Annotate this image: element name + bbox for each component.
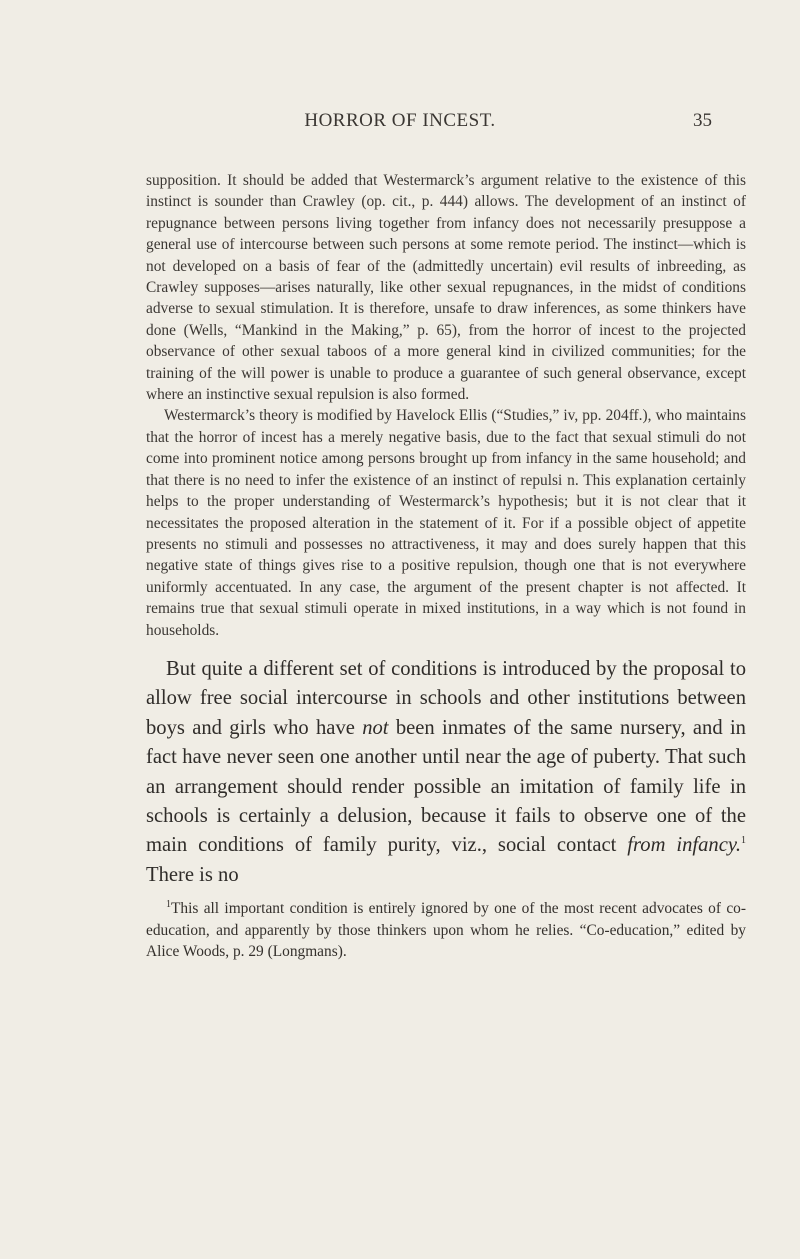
footnote-reference: 1 — [741, 835, 746, 847]
running-title: HORROR OF INCEST. — [304, 110, 496, 131]
paragraph-1: supposition. It should be added that Westermarck’s argument relative to the existence of this instinct is sounder than Crawley (op. cit., p. 444) allows. The development of an instinct of repugnance between persons living together from infancy does not necessarily presuppose a general use of intercourse between such persons at some remote period. The instinct—which is not developed on a basis of fear of the (admittedly uncertain) evil results of inbreeding, as Crawley supposes—arises naturally, like other sexual repugnances, in the midst of conditions adverse to sexual stimulation. It is therefore, unsafe to draw inferences, as some thinkers have done (Wells, “Mankind in the Making,” p. 65), from the horror of incest to the projected observance of other sexual taboos of a more general kind in civilized communities; for the training of the will power is unable to produce a guarantee of such general observance, except where an instinctive sexual repulsion is also formed. — [146, 172, 746, 404]
footnote — [146, 898, 746, 963]
emphasis-not: not — [362, 716, 389, 739]
emphasis-from-infancy: from infancy. — [627, 834, 741, 857]
paragraph-3 — [146, 655, 746, 890]
paragraph-3-part-a: But quite a different set of conditions is introduced by the proposal to allow free social intercourse in schools and other institutions between boys and girls who have — [146, 657, 746, 739]
running-head — [0, 110, 800, 140]
page-number: 35 — [693, 110, 712, 131]
footnote-marker: 1 — [166, 899, 171, 911]
paragraph-3-part-b: been inmates of the same nursery, and in fact have never seen one another until near the age of puberty. That such an arrangement should render possible an imitation of family life in schools is certainly a delusion, because it fails to observe one of the main conditions of family purity, viz., social contact — [146, 716, 746, 857]
paragraph-3-part-c: There is no — [146, 863, 239, 886]
body-text — [146, 170, 746, 963]
paragraph-2: Westermarck’s theory is modified by Havelock Ellis (“Studies,” iv, pp. 204ff.), who maintains that the horror of incest has a merely negative basis, due to the fact that sexual stimuli do not come into prominent notice among persons brought up from infancy in the same household; and that there is no need to infer the existence of an instinct of repulsi n. This explanation certainly helps to the proper understanding of Westermarck’s hypothesis; but it is not clear that it necessitates the proposed alteration in the statement of it. For if a possible object of appetite presents no stimuli and possesses no attractiveness, it may and does surely happen that this negative state of things gives rise to a positive repulsion, though one that is not everywhere uniformly accentuated. In any case, the argument of the present chapter is not affected. It remains true that sexual stimuli operate in mixed institutions, in a way which is not found in households. — [146, 407, 746, 639]
footnote-text: This all important condition is entirely ignored by one of the most recent advocates of co-education, and apparently by those thinkers upon whom he relies. “Co-education,” edited by Alice Woods, p. 29 (Longmans). — [146, 900, 746, 961]
